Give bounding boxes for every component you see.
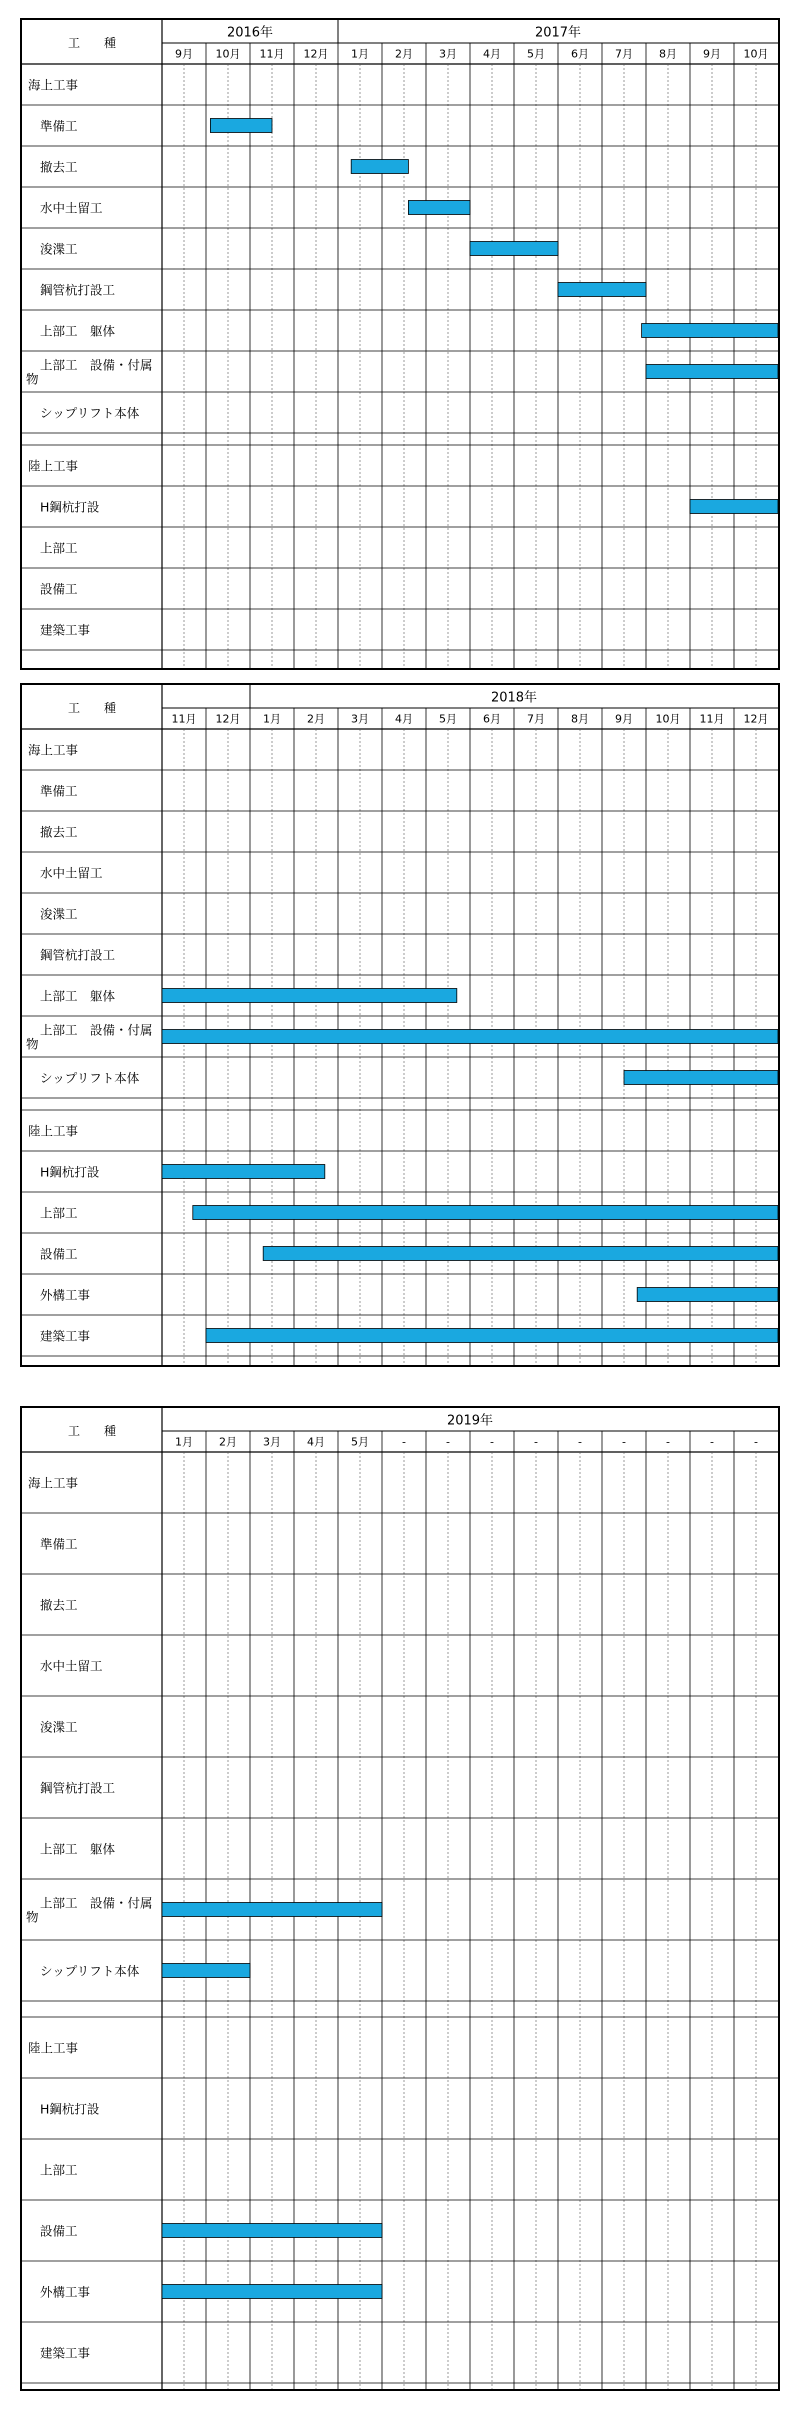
task-label: シップリフト本体	[40, 405, 140, 421]
task-label: 建築工事	[40, 622, 91, 638]
task-bar	[206, 1329, 778, 1343]
month-tick-label: -	[578, 1435, 582, 1449]
category-label: 陸上工事	[28, 1123, 79, 1139]
task-label: 上部工 躯体	[40, 988, 116, 1004]
task-bar	[646, 365, 778, 379]
month-tick-label: 2月	[395, 47, 413, 61]
task-label: 撤去工	[40, 824, 78, 840]
task-bar	[162, 2224, 382, 2238]
month-tick-label: 12月	[743, 712, 769, 726]
task-bar	[162, 2285, 382, 2299]
task-bar	[558, 283, 646, 297]
month-tick-label: 7月	[615, 47, 633, 61]
month-tick-label: 4月	[307, 1435, 325, 1449]
task-label: H鋼杭打設	[40, 2101, 100, 2117]
month-tick-label: 4月	[395, 712, 413, 726]
task-bar	[193, 1206, 778, 1220]
month-tick-label: -	[754, 1435, 758, 1449]
task-bar	[162, 989, 457, 1003]
month-tick-label: 1月	[263, 712, 281, 726]
month-tick-label: 11月	[259, 47, 285, 61]
task-label: H鋼杭打設	[40, 1164, 100, 1180]
gantt-chart-2018	[20, 683, 780, 1367]
task-label: 物	[26, 371, 39, 387]
task-bar	[162, 1903, 382, 1917]
task-label: 水中土留工	[40, 200, 103, 216]
month-tick-label: -	[402, 1435, 406, 1449]
category-label: 海上工事	[28, 742, 79, 758]
task-bar	[162, 1165, 325, 1179]
month-tick-label: 5月	[439, 712, 457, 726]
task-label: 物	[26, 1036, 39, 1052]
month-tick-label: 5月	[527, 47, 545, 61]
header-label: 工 種	[67, 1424, 117, 1438]
month-tick-label: 9月	[703, 47, 721, 61]
month-tick-label: 7月	[527, 712, 545, 726]
month-tick-label: -	[622, 1435, 626, 1449]
month-tick-label: 8月	[659, 47, 677, 61]
task-label: シップリフト本体	[40, 1963, 140, 1979]
month-tick-label: 1月	[175, 1435, 193, 1449]
task-bar	[162, 1030, 778, 1044]
gantt-svg	[22, 685, 778, 1365]
gantt-chart-2016-2017	[20, 18, 780, 670]
year-label: 2018年	[490, 690, 538, 706]
month-tick-label: -	[446, 1435, 450, 1449]
task-bar	[408, 201, 470, 215]
month-tick-label: 10月	[743, 47, 769, 61]
gantt-chart-2019	[20, 1406, 780, 2391]
month-tick-label: 6月	[571, 47, 589, 61]
task-label: 鋼管杭打設工	[40, 1780, 116, 1796]
task-bar	[351, 160, 408, 174]
month-tick-label: -	[490, 1435, 494, 1449]
month-tick-label: 3月	[263, 1435, 281, 1449]
task-label: 浚渫工	[40, 241, 78, 257]
month-tick-label: 2月	[307, 712, 325, 726]
task-bar	[162, 1964, 250, 1978]
task-label: 水中土留工	[40, 865, 103, 881]
task-label: 上部工 躯体	[40, 323, 116, 339]
task-bar	[637, 1288, 778, 1302]
task-bar	[624, 1071, 778, 1085]
month-tick-label: 11月	[699, 712, 725, 726]
task-label: 撤去工	[40, 159, 78, 175]
task-label: 設備工	[40, 2223, 78, 2239]
task-label: 水中土留工	[40, 1658, 103, 1674]
task-label: 外構工事	[40, 1287, 91, 1303]
month-tick-label: 8月	[571, 712, 589, 726]
task-label: 外構工事	[40, 2284, 91, 2300]
category-label: 陸上工事	[28, 2040, 79, 2056]
task-label: 設備工	[40, 581, 78, 597]
year-label: 2019年	[446, 1413, 494, 1429]
month-tick-label: 3月	[439, 47, 457, 61]
year-label: 2016年	[226, 25, 274, 41]
month-tick-label: 2月	[219, 1435, 237, 1449]
task-label: H鋼杭打設	[40, 499, 100, 515]
task-label: 建築工事	[40, 1328, 91, 1344]
month-tick-label: 3月	[351, 712, 369, 726]
category-label: 海上工事	[28, 1475, 79, 1491]
task-label: 準備工	[40, 1536, 78, 1552]
task-label: 浚渫工	[40, 1719, 78, 1735]
category-label: 陸上工事	[28, 458, 79, 474]
month-tick-label: 1月	[351, 47, 369, 61]
task-label: 上部工 設備・付属	[40, 1022, 153, 1038]
task-label: 浚渫工	[40, 906, 78, 922]
category-label: 海上工事	[28, 77, 79, 93]
header-label: 工 種	[67, 701, 117, 715]
month-tick-label: 10月	[215, 47, 241, 61]
gantt-svg	[22, 20, 778, 668]
task-label: 物	[26, 1909, 39, 1925]
task-label: 上部工 設備・付属	[40, 1895, 153, 1911]
task-bar	[470, 242, 558, 256]
task-bar	[642, 324, 778, 338]
month-tick-label: -	[534, 1435, 538, 1449]
task-label: 設備工	[40, 1246, 78, 1262]
task-label: 上部工 躯体	[40, 1841, 116, 1857]
task-label: 鋼管杭打設工	[40, 282, 116, 298]
task-bar	[263, 1247, 778, 1261]
header-label: 工 種	[67, 36, 117, 50]
task-label: 上部工 設備・付属	[40, 357, 153, 373]
task-label: 鋼管杭打設工	[40, 947, 116, 963]
month-tick-label: 9月	[615, 712, 633, 726]
year-label: 2017年	[534, 25, 582, 41]
task-label: 上部工	[40, 2162, 78, 2178]
task-label: 建築工事	[40, 2345, 91, 2361]
task-label: シップリフト本体	[40, 1070, 140, 1086]
month-tick-label: 5月	[351, 1435, 369, 1449]
task-label: 準備工	[40, 783, 78, 799]
month-tick-label: -	[666, 1435, 670, 1449]
month-tick-label: 12月	[215, 712, 241, 726]
task-label: 準備工	[40, 118, 78, 134]
month-tick-label: 9月	[175, 47, 193, 61]
month-tick-label: -	[710, 1435, 714, 1449]
task-bar	[210, 119, 272, 133]
month-tick-label: 12月	[303, 47, 329, 61]
month-tick-label: 4月	[483, 47, 501, 61]
month-tick-label: 6月	[483, 712, 501, 726]
month-tick-label: 11月	[171, 712, 197, 726]
month-tick-label: 10月	[655, 712, 681, 726]
task-label: 撤去工	[40, 1597, 78, 1613]
task-bar	[690, 500, 778, 514]
task-label: 上部工	[40, 540, 78, 556]
gantt-svg	[22, 1408, 778, 2389]
task-label: 上部工	[40, 1205, 78, 1221]
